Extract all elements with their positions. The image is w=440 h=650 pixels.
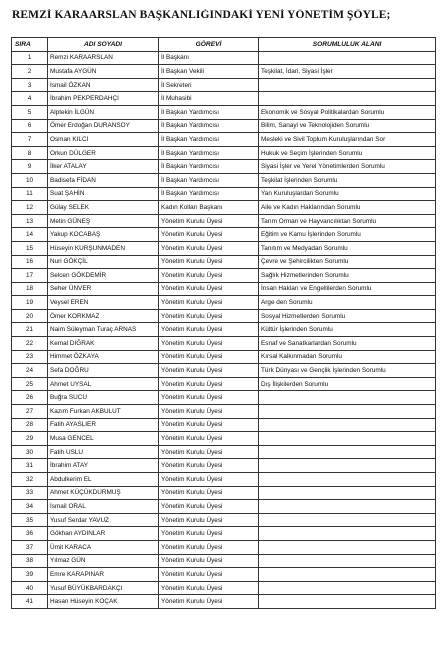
cell-gorevi: İl Muhasibi xyxy=(159,92,259,106)
cell-adi-soyadi: Abdulkerim EL xyxy=(48,473,159,487)
cell-gorevi: Yönetim Kurulu Üyesi xyxy=(159,350,259,364)
cell-adi-soyadi: Seher ÜNVER xyxy=(48,282,159,296)
cell-sorumluluk-alani xyxy=(259,92,436,106)
cell-sorumluluk-alani: Çevre ve Şehircilikten Sorumlu xyxy=(259,255,436,269)
column-header-sira: SIRA xyxy=(12,38,48,52)
cell-sira: 19 xyxy=(12,296,48,310)
cell-gorevi: Yönetim Kurulu Üyesi xyxy=(159,486,259,500)
cell-sira: 5 xyxy=(12,105,48,119)
cell-sira: 35 xyxy=(12,513,48,527)
table-row xyxy=(12,486,436,500)
cell-gorevi: İl Başkan Yardımcısı xyxy=(159,187,259,201)
cell-gorevi: İl Başkan Yardımcısı xyxy=(159,133,259,147)
cell-sorumluluk-alani: Teşkilat, İdari, Siyasi İşler xyxy=(259,65,436,79)
cell-adi-soyadi: Sefa DOĞRU xyxy=(48,364,159,378)
cell-sira: 20 xyxy=(12,309,48,323)
cell-adi-soyadi: Remzi KARAARSLAN xyxy=(48,51,159,65)
table-row xyxy=(12,540,436,554)
table-row xyxy=(12,513,436,527)
table-row xyxy=(12,595,436,609)
cell-adi-soyadi: Naim Süleyman Turaç ARNAS xyxy=(48,323,159,337)
cell-sorumluluk-alani: Arge den Sorumlu xyxy=(259,296,436,310)
cell-sira: 23 xyxy=(12,350,48,364)
table-row xyxy=(12,65,436,79)
table-row xyxy=(12,323,436,337)
table-row xyxy=(12,459,436,473)
cell-sira: 41 xyxy=(12,595,48,609)
table-row xyxy=(12,51,436,65)
cell-gorevi: Yönetim Kurulu Üyesi xyxy=(159,595,259,609)
table-row xyxy=(12,568,436,582)
cell-gorevi: Yönetim Kurulu Üyesi xyxy=(159,364,259,378)
cell-sira: 33 xyxy=(12,486,48,500)
table-row xyxy=(12,364,436,378)
cell-sira: 36 xyxy=(12,527,48,541)
table-row xyxy=(12,241,436,255)
column-header-sorumluluk-alani: SORUMLULUK ALANI xyxy=(259,38,436,52)
cell-sorumluluk-alani: Mesleki ve Sivil Toplum Kuruluşlarından Sor xyxy=(259,133,436,147)
cell-adi-soyadi: Ümit KARACA xyxy=(48,540,159,554)
table-row xyxy=(12,405,436,419)
cell-adi-soyadi: Ömer KORKMAZ xyxy=(48,309,159,323)
cell-gorevi: Yönetim Kurulu Üyesi xyxy=(159,255,259,269)
cell-sorumluluk-alani: Hukuk ve Seçim İşlerinden Sorumlu xyxy=(259,146,436,160)
cell-sira: 25 xyxy=(12,377,48,391)
cell-sorumluluk-alani: Tarım Orman ve Hayvancılıktan Sorumlu xyxy=(259,214,436,228)
cell-sira: 29 xyxy=(12,432,48,446)
cell-sorumluluk-alani xyxy=(259,486,436,500)
cell-sorumluluk-alani xyxy=(259,595,436,609)
cell-gorevi: İl Başkan Yardımcısı xyxy=(159,173,259,187)
cell-sorumluluk-alani xyxy=(259,391,436,405)
table-row xyxy=(12,473,436,487)
cell-sira: 21 xyxy=(12,323,48,337)
table-row xyxy=(12,228,436,242)
table-row xyxy=(12,201,436,215)
cell-sira: 16 xyxy=(12,255,48,269)
cell-sira: 37 xyxy=(12,540,48,554)
table-header-row xyxy=(12,38,436,52)
table-row xyxy=(12,133,436,147)
cell-sira: 39 xyxy=(12,568,48,582)
cell-adi-soyadi: İlker ATALAY xyxy=(48,160,159,174)
cell-adi-soyadi: İbrahim PEKPERDAHÇI xyxy=(48,92,159,106)
cell-sorumluluk-alani: Ekonomik ve Sosyal Politikalardan Sorumlu xyxy=(259,105,436,119)
cell-gorevi: Yönetim Kurulu Üyesi xyxy=(159,377,259,391)
cell-gorevi: İl Başkan Yardımcısı xyxy=(159,119,259,133)
cell-sorumluluk-alani xyxy=(259,500,436,514)
cell-sira: 17 xyxy=(12,269,48,283)
cell-sorumluluk-alani: Bilim, Sanayi ve Teknolojiden Sorumlu xyxy=(259,119,436,133)
cell-adi-soyadi: Himmet ÖZKAYA xyxy=(48,350,159,364)
cell-sorumluluk-alani: Sosyal Hizmetlerden Sorumlu xyxy=(259,309,436,323)
cell-adi-soyadi: Gökhan AYDINLAR xyxy=(48,527,159,541)
cell-gorevi: Yönetim Kurulu Üyesi xyxy=(159,228,259,242)
cell-adi-soyadi: Alptekin İLGÜN xyxy=(48,105,159,119)
cell-adi-soyadi: Yusuf Serdar YAVUZ xyxy=(48,513,159,527)
cell-adi-soyadi: Gülay SELEK xyxy=(48,201,159,215)
cell-adi-soyadi: İbrahim ATAY xyxy=(48,459,159,473)
cell-adi-soyadi: Kazım Furkan AKBULUT xyxy=(48,405,159,419)
table-row xyxy=(12,296,436,310)
cell-adi-soyadi: Osman KILCI xyxy=(48,133,159,147)
table-row xyxy=(12,445,436,459)
cell-gorevi: Yönetim Kurulu Üyesi xyxy=(159,513,259,527)
cell-adi-soyadi: Yusuf BÜYÜKBARDAKÇI xyxy=(48,581,159,595)
cell-sira: 26 xyxy=(12,391,48,405)
cell-sira: 22 xyxy=(12,337,48,351)
cell-gorevi: Yönetim Kurulu Üyesi xyxy=(159,540,259,554)
cell-gorevi: Yönetim Kurulu Üyesi xyxy=(159,269,259,283)
cell-adi-soyadi: Yakup KOCABAŞ xyxy=(48,228,159,242)
cell-sira: 7 xyxy=(12,133,48,147)
cell-sorumluluk-alani xyxy=(259,568,436,582)
cell-adi-soyadi: İsmail ÖZKAN xyxy=(48,78,159,92)
cell-adi-soyadi: Orkun DÜLGER xyxy=(48,146,159,160)
column-header-adi-soyadi: ADI SOYADI xyxy=(48,38,159,52)
table-row xyxy=(12,391,436,405)
cell-sira: 14 xyxy=(12,228,48,242)
cell-sorumluluk-alani xyxy=(259,418,436,432)
cell-sira: 9 xyxy=(12,160,48,174)
cell-gorevi: Yönetim Kurulu Üyesi xyxy=(159,309,259,323)
cell-adi-soyadi: Metin GÜNEŞ xyxy=(48,214,159,228)
cell-sorumluluk-alani xyxy=(259,51,436,65)
cell-sira: 30 xyxy=(12,445,48,459)
table-row xyxy=(12,269,436,283)
table-row xyxy=(12,119,436,133)
cell-sorumluluk-alani: Aile ve Kadın Haklarından Sorumlu xyxy=(259,201,436,215)
cell-adi-soyadi: İsmail ORAL xyxy=(48,500,159,514)
cell-gorevi: Yönetim Kurulu Üyesi xyxy=(159,500,259,514)
cell-sorumluluk-alani xyxy=(259,78,436,92)
cell-adi-soyadi: Kemal DIĞRAK xyxy=(48,337,159,351)
cell-sira: 34 xyxy=(12,500,48,514)
cell-gorevi: Yönetim Kurulu Üyesi xyxy=(159,241,259,255)
cell-gorevi: Yönetim Kurulu Üyesi xyxy=(159,568,259,582)
cell-sorumluluk-alani: Siyasi İşler ve Yerel Yönetimlerden Sorumlu xyxy=(259,160,436,174)
cell-sorumluluk-alani: İnsan Hakları ve Engellilerden Sorumlu xyxy=(259,282,436,296)
cell-gorevi: Yönetim Kurulu Üyesi xyxy=(159,282,259,296)
cell-sira: 10 xyxy=(12,173,48,187)
cell-sira: 31 xyxy=(12,459,48,473)
cell-sira: 13 xyxy=(12,214,48,228)
cell-gorevi: Yönetim Kurulu Üyesi xyxy=(159,418,259,432)
cell-sira: 32 xyxy=(12,473,48,487)
cell-gorevi: İl Başkan Vekili xyxy=(159,65,259,79)
table-row xyxy=(12,554,436,568)
cell-gorevi: İl Sekreteri xyxy=(159,78,259,92)
cell-sira: 28 xyxy=(12,418,48,432)
cell-adi-soyadi: Mustafa AYGÜN xyxy=(48,65,159,79)
cell-sira: 24 xyxy=(12,364,48,378)
cell-sorumluluk-alani: Sağlık Hizmetlerinden Sorumlu xyxy=(259,269,436,283)
cell-sira: 40 xyxy=(12,581,48,595)
cell-adi-soyadi: Selcen GÖKDEMİR xyxy=(48,269,159,283)
cell-sorumluluk-alani xyxy=(259,459,436,473)
cell-sira: 4 xyxy=(12,92,48,106)
table-row xyxy=(12,432,436,446)
cell-sira: 6 xyxy=(12,119,48,133)
table-row xyxy=(12,255,436,269)
cell-gorevi: Yönetim Kurulu Üyesi xyxy=(159,296,259,310)
table-body xyxy=(12,51,436,608)
cell-sorumluluk-alani xyxy=(259,540,436,554)
cell-sira: 3 xyxy=(12,78,48,92)
cell-sorumluluk-alani xyxy=(259,554,436,568)
cell-gorevi: İl Başkanı xyxy=(159,51,259,65)
table-row xyxy=(12,146,436,160)
cell-gorevi: Kadın Kolları Başkanı xyxy=(159,201,259,215)
cell-sira: 27 xyxy=(12,405,48,419)
cell-adi-soyadi: Ahmet UYSAL xyxy=(48,377,159,391)
table-row xyxy=(12,527,436,541)
table-row xyxy=(12,92,436,106)
cell-sira: 2 xyxy=(12,65,48,79)
cell-adi-soyadi: Buğra SUCU xyxy=(48,391,159,405)
cell-gorevi: Yönetim Kurulu Üyesi xyxy=(159,337,259,351)
cell-gorevi: Yönetim Kurulu Üyesi xyxy=(159,214,259,228)
table-row xyxy=(12,350,436,364)
cell-gorevi: Yönetim Kurulu Üyesi xyxy=(159,527,259,541)
cell-adi-soyadi: Fatih USLU xyxy=(48,445,159,459)
cell-gorevi: İl Başkan Yardımcısı xyxy=(159,105,259,119)
cell-adi-soyadi: Emre KARAPINAR xyxy=(48,568,159,582)
cell-gorevi: Yönetim Kurulu Üyesi xyxy=(159,459,259,473)
cell-sorumluluk-alani xyxy=(259,473,436,487)
cell-sira: 38 xyxy=(12,554,48,568)
cell-sorumluluk-alani: Kültür İşlerinden Sorumlu xyxy=(259,323,436,337)
cell-sorumluluk-alani: Türk Dünyası ve Gençlik İşlerinden Sorumlu xyxy=(259,364,436,378)
cell-sorumluluk-alani xyxy=(259,432,436,446)
table-row xyxy=(12,418,436,432)
cell-adi-soyadi: Yılmaz GÜN xyxy=(48,554,159,568)
cell-sorumluluk-alani xyxy=(259,527,436,541)
table-row xyxy=(12,377,436,391)
cell-adi-soyadi: Veysel EREN xyxy=(48,296,159,310)
cell-gorevi: Yönetim Kurulu Üyesi xyxy=(159,432,259,446)
document-title: REMZİ KARAARSLAN BAŞKANLIĞINDAKİ YENİ YÖNETİM ŞÖYLE; xyxy=(12,9,391,21)
cell-adi-soyadi: Ömer Erdoğan DURANSOY xyxy=(48,119,159,133)
cell-gorevi: Yönetim Kurulu Üyesi xyxy=(159,581,259,595)
table-row xyxy=(12,500,436,514)
cell-sorumluluk-alani: Dış İlişkilerden Sorumlu xyxy=(259,377,436,391)
cell-sorumluluk-alani: Esnaf ve Sanatkarlardan Sorumlu xyxy=(259,337,436,351)
table-row xyxy=(12,187,436,201)
table-row xyxy=(12,282,436,296)
cell-sorumluluk-alani xyxy=(259,581,436,595)
cell-adi-soyadi: Suat ŞAHİN xyxy=(48,187,159,201)
cell-adi-soyadi: Hasan Hüseyin KOÇAK xyxy=(48,595,159,609)
cell-gorevi: Yönetim Kurulu Üyesi xyxy=(159,473,259,487)
cell-adi-soyadi: Nuri GÖKÇİL xyxy=(48,255,159,269)
table-row xyxy=(12,105,436,119)
cell-sira: 1 xyxy=(12,51,48,65)
table-row xyxy=(12,214,436,228)
cell-sorumluluk-alani: Tanıtım ve Medyadan Sorumlu xyxy=(259,241,436,255)
cell-sorumluluk-alani: Kırsal Kalkınmadan Sorumlu xyxy=(259,350,436,364)
cell-sorumluluk-alani: Teşkilat İşlerinden Sorumlu xyxy=(259,173,436,187)
cell-gorevi: Yönetim Kurulu Üyesi xyxy=(159,323,259,337)
cell-adi-soyadi: Hüseyin KURŞUNMADEN xyxy=(48,241,159,255)
cell-sorumluluk-alani xyxy=(259,445,436,459)
cell-sira: 12 xyxy=(12,201,48,215)
table-row xyxy=(12,309,436,323)
cell-sira: 15 xyxy=(12,241,48,255)
table-row xyxy=(12,173,436,187)
board-roster-table xyxy=(11,37,436,609)
table-row xyxy=(12,581,436,595)
table-row xyxy=(12,78,436,92)
cell-adi-soyadi: Ahmet KÜÇÜKDURMUŞ xyxy=(48,486,159,500)
cell-gorevi: Yönetim Kurulu Üyesi xyxy=(159,554,259,568)
cell-sira: 8 xyxy=(12,146,48,160)
cell-gorevi: Yönetim Kurulu Üyesi xyxy=(159,405,259,419)
cell-sira: 18 xyxy=(12,282,48,296)
cell-sorumluluk-alani: Yan Kuruluşlardan Sorumlu xyxy=(259,187,436,201)
column-header-gorevi: GÖREVİ xyxy=(159,38,259,52)
table-row xyxy=(12,160,436,174)
cell-sira: 11 xyxy=(12,187,48,201)
cell-adi-soyadi: Badisefa FİDAN xyxy=(48,173,159,187)
cell-gorevi: Yönetim Kurulu Üyesi xyxy=(159,445,259,459)
cell-sorumluluk-alani xyxy=(259,513,436,527)
cell-gorevi: İl Başkan Yardımcısı xyxy=(159,160,259,174)
cell-gorevi: İl Başkan Yardımcısı xyxy=(159,146,259,160)
table-row xyxy=(12,337,436,351)
cell-gorevi: Yönetim Kurulu Üyesi xyxy=(159,391,259,405)
cell-sorumluluk-alani xyxy=(259,405,436,419)
cell-adi-soyadi: Fatih AYASLIER xyxy=(48,418,159,432)
cell-sorumluluk-alani: Eğitim ve Kamu İşlerinden Sorumlu xyxy=(259,228,436,242)
cell-adi-soyadi: Musa GENCEL xyxy=(48,432,159,446)
